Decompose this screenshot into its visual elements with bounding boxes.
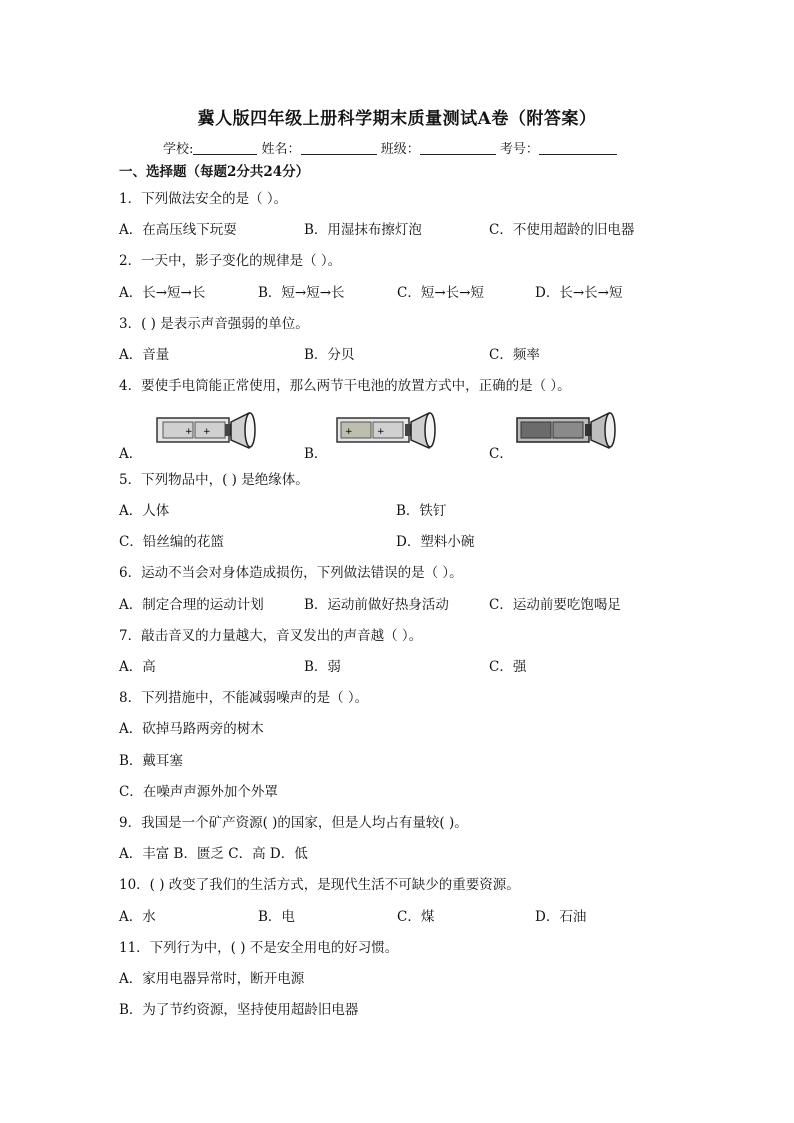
flashlight-icon [515,410,619,452]
option: C．强 [489,659,527,675]
option: B．运动前做好热身活动 [304,597,449,613]
question-stem: 11．下列行为中，( ) 不是安全用电的好习惯。 [119,940,399,956]
flashlight-icon [335,410,439,452]
option: B．戴耳塞 [119,753,183,769]
question-stem: 10．( ) 改变了我们的生活方式，是现代生活不可缺少的重要资源。 [119,877,520,893]
question-stem: 7．敲击音叉的力量越大，音叉发出的声音越（ ）。 [119,628,423,644]
svg-text:+: + [185,427,193,437]
option: B．电 [258,909,295,925]
question-stem: 1．下列做法安全的是（ ）。 [119,191,288,207]
option: C．铅丝编的花篮 [119,534,224,550]
option: A． [119,446,143,462]
option: C．在噪声声源外加个外罩 [119,784,278,800]
option: A．水 [119,909,156,925]
option: C．短→长→短 [397,285,484,301]
option: C． [489,446,513,462]
option: C．频率 [489,347,540,363]
name-field[interactable] [301,142,377,155]
svg-text:+: + [345,427,353,437]
option: A．人体 [119,503,170,519]
option: A．高 [119,659,156,675]
flashlight-icon [155,410,259,452]
option: B．用湿抹布擦灯泡 [304,222,422,238]
question-stem: 5．下列物品中，( ) 是绝缘体。 [119,472,309,488]
school-label: 学校: [163,142,194,157]
section-heading: 一、选择题（每题2分共24分） [119,164,310,180]
question-stem: 2．一天中，影子变化的规律是（ ）。 [119,253,342,269]
option: B．为了节约资源，坚持使用超龄旧电器 [119,1002,359,1018]
student-info [163,138,617,157]
name-label: 姓名： [261,142,301,157]
option: B．弱 [304,659,341,675]
option: B．铁钉 [396,503,447,519]
svg-text:+: + [377,427,385,437]
exam-no-field[interactable] [539,142,617,155]
option: C．不使用超龄的旧电器 [489,222,635,238]
option: A．音量 [119,347,170,363]
question-stem: 6．运动不当会对身体造成损伤，下列做法错误的是（ ）。 [119,565,463,581]
question-stem: 8．下列措施中，不能减弱噪声的是（ ）。 [119,690,369,706]
question-stem: 4．要使手电筒能正常使用，那么两节干电池的放置方式中，正确的是（ ）。 [119,378,571,394]
option: A．家用电器异常时，断开电源 [119,971,305,987]
option: A．砍掉马路两旁的树木 [119,721,264,737]
school-field[interactable] [193,142,257,155]
option: A．丰富 B．匮乏 C．高 D．低 [119,846,308,862]
option: D．长→长→短 [535,285,623,301]
exam-no-label: 考号： [499,142,539,157]
svg-text:+: + [203,427,211,437]
option: B．短→短→长 [258,285,345,301]
option: A．长→短→长 [119,285,206,301]
question-stem: 3．( ) 是表示声音强弱的单位。 [119,316,309,332]
option: C．运动前要吃饱喝足 [489,597,621,613]
option: B．分贝 [304,347,355,363]
class-field[interactable] [420,142,496,155]
option: A．在高压线下玩耍 [119,222,237,238]
option: B． [304,446,328,462]
question-stem: 9．我国是一个矿产资源( )的国家，但是人均占有量较( )。 [119,815,468,831]
class-label: 班级： [380,142,420,157]
option: A．制定合理的运动计划 [119,597,264,613]
option: C．煤 [397,909,435,925]
option: D．石油 [535,909,587,925]
page-title: 冀人版四年级上册科学期末质量测试A卷（附答案） [197,109,597,129]
option: D．塑料小碗 [396,534,475,550]
